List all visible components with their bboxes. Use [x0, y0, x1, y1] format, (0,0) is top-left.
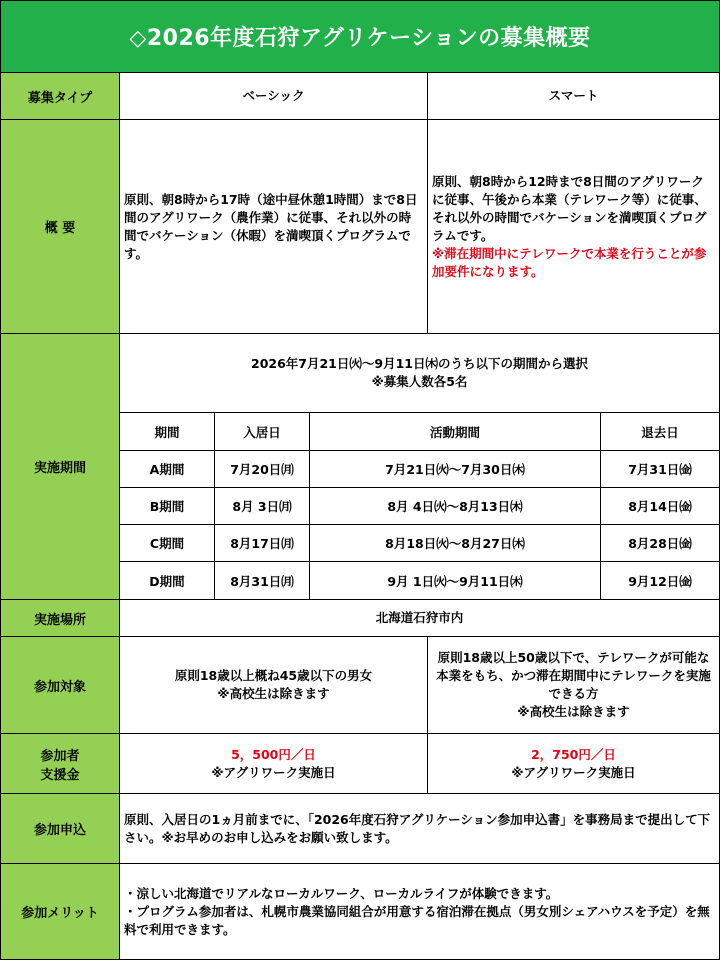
basic-target [120, 637, 428, 733]
location-row [1, 600, 719, 637]
page-title: ◇2026年度石狩アグリケーションの募集概要 [1, 1, 719, 73]
smart-overview [428, 120, 719, 333]
period-summary [120, 334, 719, 412]
support-label-line1: 参加者 [40, 748, 80, 764]
header-move-in: 入居日 [215, 413, 310, 450]
merit-row [1, 864, 719, 959]
apply-text: 原則、入居日の1ヵ月前までに、「2026年度石狩アグリケーション参加申込書」を事務局まで提出して下さい。※お早めのお申し込みをお願い致します。 [124, 811, 711, 845]
activity-range: 8月18日㈫～8月27日㈭ [310, 525, 601, 561]
smart-requirement-note: ※滞在期間中にテレワークで本業を行うことが参加要件になります。 [432, 245, 707, 279]
location-value: 北海道石狩市内 [375, 610, 464, 625]
period-label: 実施期間 [1, 334, 120, 599]
period-range: 2026年7月21日㈫～9月11日㈭のうち以下の期間から選択 [251, 356, 588, 371]
smart-overview-text: 原則、朝8時から12時まで8日間のアグリワークに従事、午後から本業（テレワーク等）に従事、それ以外の時間でバケーションを満喫頂くプログラムです。 [432, 173, 707, 243]
smart-type: スマート [548, 88, 599, 103]
move-out-date: 7月31日㈮ [628, 462, 692, 477]
basic-support [120, 734, 428, 793]
period-table-header [120, 413, 719, 451]
basic-target-text: 原則18歳以上概ね45歳以下の男女 [174, 668, 373, 683]
header-activity: 活動期間 [310, 413, 601, 450]
basic-support-note: ※アグリワーク実施日 [211, 764, 336, 780]
overview-label: 概 要 [1, 120, 120, 333]
period-name: A期間 [120, 451, 215, 487]
merit-item: ・涼しい北海道でリアルなローカルワーク、ローカルライフが体験できます。 [124, 885, 559, 901]
smart-support [428, 734, 719, 793]
table-row [120, 488, 719, 525]
table-row [120, 525, 719, 562]
type-row [1, 73, 719, 120]
target-row [1, 637, 719, 734]
merit-list [120, 864, 719, 959]
header-move-out: 退去日 [641, 424, 679, 440]
smart-target-text: 原則18歳以上50歳以下で、テレワークが可能な本業をもち、かつ滞在期間中にテレワークを実施できる方 [436, 650, 711, 701]
table-row [120, 562, 719, 599]
merit-item: ・プログラム参加者は、札幌市農業協同組合が用意する宿泊滞在拠点（男女別シェアハウスを予定）を無料で利用できます。 [124, 903, 710, 937]
apply-row [1, 794, 719, 864]
merit-label: 参加メリット [1, 864, 120, 959]
support-row [1, 734, 719, 794]
location-label: 実施場所 [1, 600, 120, 636]
period-table [120, 412, 719, 599]
smart-support-note: ※アグリワーク実施日 [511, 764, 636, 780]
target-label: 参加対象 [1, 637, 120, 733]
move-in-date: 8月31日㈪ [215, 562, 310, 599]
period-capacity: ※募集人数各5名 [371, 374, 468, 389]
period-row [1, 334, 719, 600]
overview-row [1, 120, 719, 334]
basic-overview-text: 原則、朝8時から17時（途中昼休憩1時間）まで8日間のアグリワーク（農作業）に従事、それ以外の時間でバケーション（休暇）を満喫頂くプログラムです。 [124, 191, 418, 261]
period-name: C期間 [120, 525, 215, 561]
move-out-date: 9月12日㈮ [628, 573, 692, 589]
move-out-date: 8月28日㈮ [628, 536, 692, 551]
basic-type: ベーシック [120, 73, 428, 119]
support-label-line2: 支援金 [40, 767, 80, 783]
period-name: D期間 [120, 562, 215, 599]
support-label [1, 734, 120, 793]
activity-range: 8月 4日㈫～8月13日㈭ [310, 488, 601, 524]
basic-support-amount: 5，500円／日 [231, 746, 316, 762]
basic-target-note: ※高校生は除きます [217, 686, 330, 701]
move-out-date: 8月14日㈮ [628, 499, 692, 514]
smart-support-amount: 2，750円／日 [531, 746, 616, 762]
move-in-date: 8月17日㈪ [215, 525, 310, 561]
smart-target [428, 637, 719, 733]
smart-target-note: ※高校生は除きます [517, 704, 630, 719]
type-label: 募集タイプ [1, 73, 120, 119]
activity-range: 9月 1日㈫～9月11日㈭ [310, 562, 601, 599]
basic-overview [120, 120, 428, 333]
move-in-date: 7月20日㈪ [215, 451, 310, 487]
period-name: B期間 [120, 488, 215, 524]
activity-range: 7月21日㈫～7月30日㈭ [310, 451, 601, 487]
table-row [120, 451, 719, 488]
apply-label: 参加申込 [1, 794, 120, 863]
move-in-date: 8月 3日㈪ [215, 488, 310, 524]
header-period: 期間 [120, 413, 215, 450]
